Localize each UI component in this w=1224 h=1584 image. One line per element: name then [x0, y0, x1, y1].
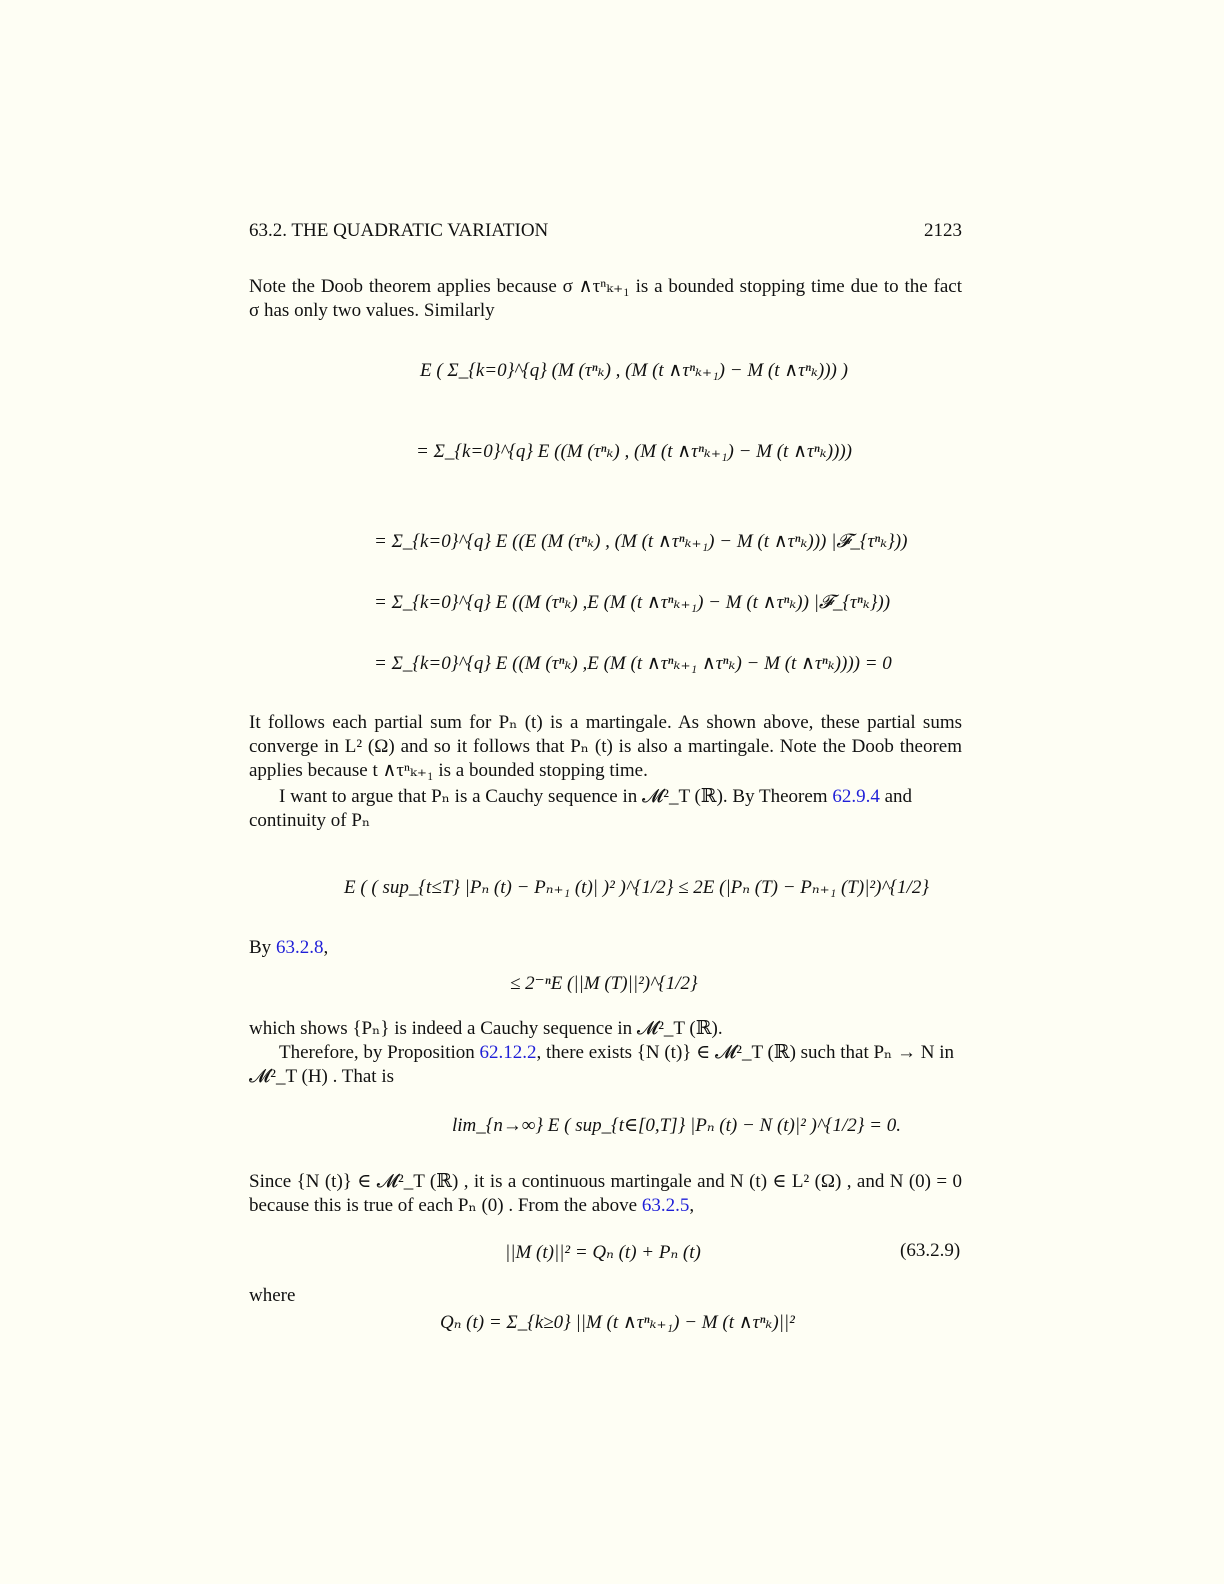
equation: = Σ_{k=0}^{q} E ((M (τⁿₖ) ,E (M (t ∧τⁿₖ₊₁) − M (t ∧τⁿₖ)) |𝓕_{τⁿₖ}))	[374, 592, 891, 613]
paragraph-line	[249, 785, 962, 809]
paragraph-line: converge in L² (Ω) and so it follows that Pₙ (t) is also a martingale. Note the Doob theorem	[249, 736, 962, 757]
equation-link[interactable]: 63.2.8	[275, 937, 324, 958]
running-header-section: 63.2. THE QUADRATIC VARIATION	[249, 220, 549, 241]
text: , there exists {N (t)} ∈ 𝓜²_T (ℝ) such that Pₙ → N in	[536, 1042, 955, 1063]
equation: Qₙ (t) = Σ_{k≥0} ||M (t ∧τⁿₖ₊₁) − M (t ∧τⁿₖ)||²	[440, 1312, 795, 1333]
page-number: 2123	[924, 220, 962, 241]
paragraph-line	[249, 1194, 962, 1218]
text: and	[879, 786, 912, 807]
paragraph-line: which shows {Pₙ} is indeed a Cauchy sequence in 𝓜²_T (ℝ).	[249, 1018, 723, 1039]
text: ,	[323, 937, 329, 958]
equation: = Σ_{k=0}^{q} E ((M (τⁿₖ) ,E (M (t ∧τⁿₖ₊₁ ∧τⁿₖ) − M (t ∧τⁿₖ)))) = 0	[374, 653, 892, 674]
equation: = Σ_{k=0}^{q} E ((E (M (τⁿₖ) , (M (t ∧τⁿₖ₊₁) − M (t ∧τⁿₖ))) |𝓕_{τⁿₖ}))	[374, 531, 908, 552]
text: By	[249, 937, 276, 958]
equation: = Σ_{k=0}^{q} E ((M (τⁿₖ) , (M (t ∧τⁿₖ₊₁) − M (t ∧τⁿₖ))))	[416, 441, 853, 462]
paragraph-line: Note the Doob theorem applies because σ ∧τⁿₖ₊₁ is a bounded stopping time due to the fact	[249, 276, 962, 297]
theorem-link[interactable]: 62.9.4	[832, 786, 880, 807]
equation: ||M (t)||² = Qₙ (t) + Pₙ (t)	[505, 1242, 701, 1263]
equation: E ( Σ_{k=0}^{q} (M (τⁿₖ) , (M (t ∧τⁿₖ₊₁) − M (t ∧τⁿₖ))) )	[420, 360, 848, 381]
equation: ≤ 2⁻ⁿE (||M (T)||²)^{1/2}	[510, 973, 698, 994]
equation: E ( ( sup_{t≤T} |Pₙ (t) − Pₙ₊₁ (t)| )² )^{1/2} ≤ 2E (|Pₙ (T) − Pₙ₊₁ (T)|²)^{1/2}	[344, 877, 929, 898]
paragraph-line: It follows each partial sum for Pₙ (t) is a martingale. As shown above, these partial sums	[249, 712, 962, 733]
paragraph-line: σ has only two values. Similarly	[249, 300, 495, 321]
text: because this is true of each Pₙ (0) . From the above	[249, 1195, 642, 1216]
text: I want to argue that Pₙ is a Cauchy sequence in 𝓜²_T (ℝ). By Theorem	[279, 786, 833, 807]
paragraph-line: where	[249, 1285, 296, 1306]
paragraph-line: applies because t ∧τⁿₖ₊₁ is a bounded stopping time.	[249, 760, 648, 781]
paragraph-line: 𝓜²_T (H) . That is	[249, 1066, 395, 1087]
paragraph-line	[249, 936, 962, 960]
text: ,	[689, 1195, 695, 1216]
text: Therefore, by Proposition	[279, 1042, 480, 1063]
paragraph-line	[249, 1041, 962, 1065]
paragraph-line: continuity of Pₙ	[249, 810, 371, 831]
proposition-link[interactable]: 62.12.2	[479, 1042, 537, 1063]
equation: lim_{n→∞} E ( sup_{t∈[0,T]} |Pₙ (t) − N (t)|² )^{1/2} = 0.	[452, 1115, 901, 1136]
paragraph-line: Since {N (t)} ∈ 𝓜²_T (ℝ) , it is a continuous martingale and N (t) ∈ L² (Ω) , and N (0) = 0	[249, 1171, 962, 1192]
equation-link[interactable]: 63.2.5	[641, 1195, 690, 1216]
equation-number: (63.2.9)	[900, 1240, 961, 1261]
